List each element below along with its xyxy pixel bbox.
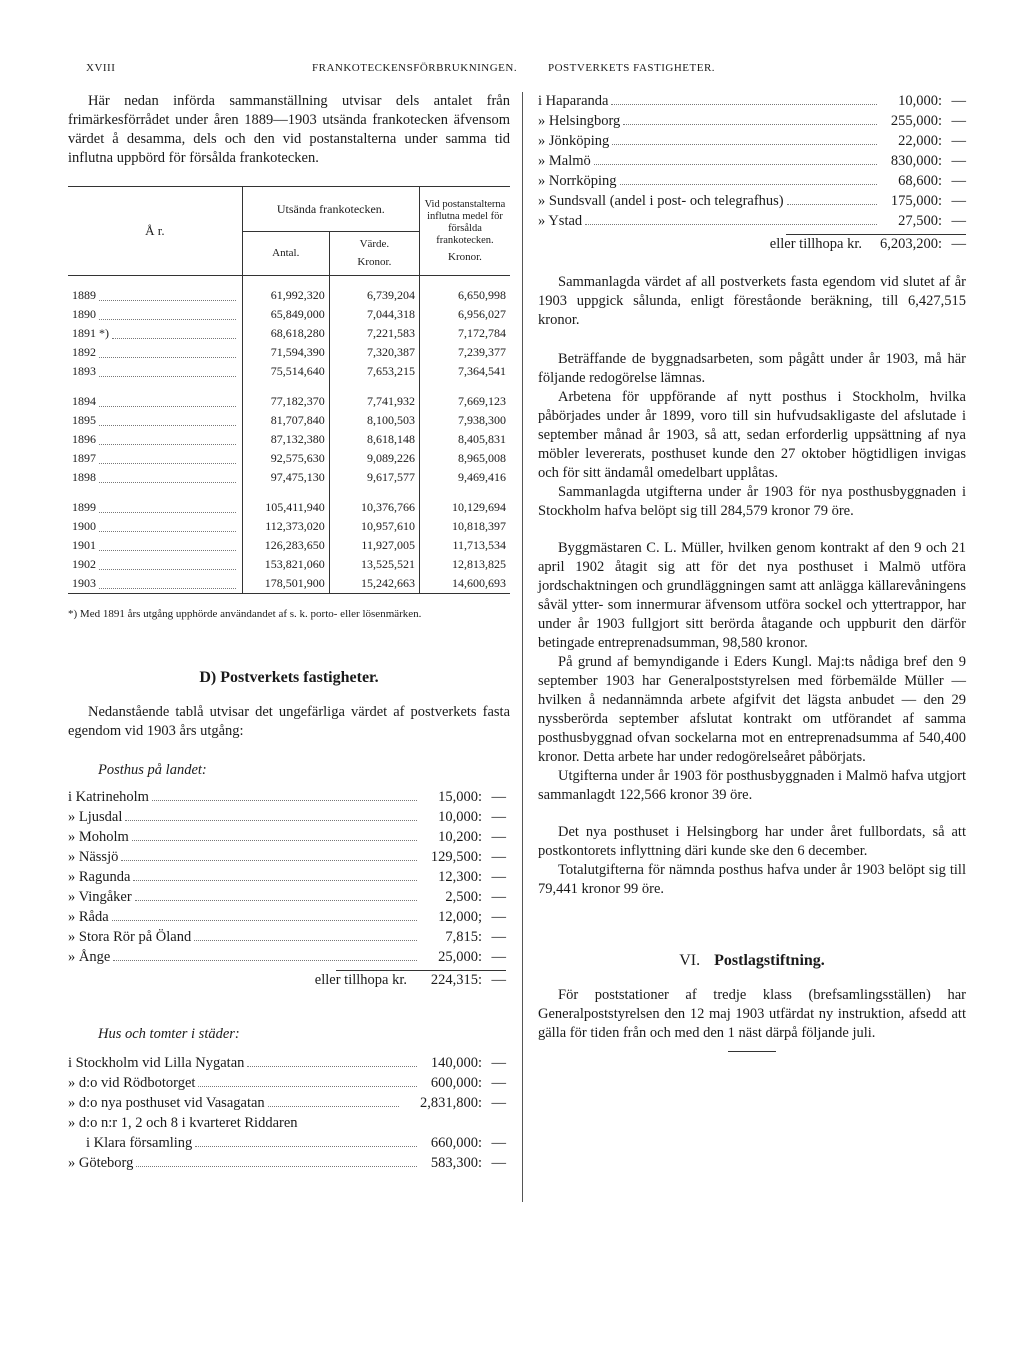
count-cell: 105,411,940 <box>242 487 329 517</box>
year-cell <box>68 430 242 449</box>
list-item <box>68 808 506 828</box>
list-item-value: 7,815: <box>445 929 482 945</box>
list-item-value: 25,000: <box>438 949 482 965</box>
cities-total-value: 6,203,200: <box>879 236 942 252</box>
revenue-cell: 8,965,008 <box>458 451 506 465</box>
count-cell: 153,821,060 <box>242 555 329 574</box>
count-cell: 126,283,650 <box>242 536 329 555</box>
list-item-name: » Sundsvall (andel i post- och telegrafhus) <box>538 193 784 209</box>
year-label: 1898 <box>72 470 96 484</box>
year-label: 1903 <box>72 576 96 590</box>
count-cell: 65,849,000 <box>242 305 329 324</box>
list-item-dash: — <box>491 909 506 925</box>
col-header-revenue-unit: Kronor. <box>448 250 482 263</box>
list-item-name: » Göteborg <box>68 1155 134 1171</box>
cities-total-label: eller tillhopa kr. <box>769 236 862 252</box>
year-cell <box>68 411 242 430</box>
list-item <box>68 1054 506 1074</box>
list-item-value: 830,000: <box>890 153 942 169</box>
list-item-dash: — <box>951 133 966 149</box>
list-item-name: » Ystad <box>538 213 583 229</box>
list-item-name: » d:o nya posthuset vid Vasagatan <box>68 1095 265 1111</box>
revenue-cell: 7,172,784 <box>458 326 506 340</box>
paragraph-helsingborg: Det nya posthuset i Helsingborg har under året fullbordats, så att postkontorets inflyttning däri kunde ske den 6 december. <box>538 824 966 859</box>
list-item-value: 68,600: <box>898 173 942 189</box>
list-item <box>68 1134 506 1154</box>
revenue-cell: 12,813,825 <box>452 557 506 571</box>
table-row <box>68 275 510 305</box>
paragraph-construction-intro: Beträffande de byggnadsarbeten, som pågått under år 1903, må här följande redogörelse lämnas. <box>538 351 966 386</box>
list-item-name: » Nässjö <box>68 849 119 865</box>
year-cell <box>68 517 242 536</box>
list-item-dash: — <box>491 949 506 965</box>
paragraph-helsingborg-costs: Totalutgifterna för nämnda posthus hafva under år 1903 belöpt sig till 79,441 kronor 99 öre. <box>538 862 966 897</box>
value-cell: 8,618,148 <box>329 430 419 449</box>
table-row <box>68 536 510 555</box>
list-item-value: 12,000; <box>438 909 482 925</box>
count-cell: 92,575,630 <box>242 449 329 468</box>
col-header-value-text: Värde. <box>359 238 390 250</box>
paragraph-malmo-contract: Byggmästaren C. L. Müller, hvilken genom kontrakt af den 9 och 21 april 1902 åtagit sig att för det nya posthuset i Malmö utföra jordschaktningen och grundläggningen samt att anlägga källarevåningens såväl ytter- som innermurar äfvensom utföra sockel och yttertrappor, har under år 1903 fullgjort sitt berörda åtagande och uppburit den därför betingade entreprenadsumman, 98,580 kronor. <box>538 540 966 651</box>
year-label: 1902 <box>72 557 96 571</box>
list-item <box>538 112 966 132</box>
list-item-dash: — <box>951 93 966 109</box>
list-item-value: 660,000: <box>430 1135 482 1151</box>
running-title-right: POSTVERKETS FASTIGHETER. <box>548 62 716 74</box>
list-item <box>68 888 506 908</box>
count-cell: 77,182,370 <box>242 381 329 411</box>
table-row <box>68 487 510 517</box>
col-header-year: Å r. <box>68 187 242 275</box>
list-item-value: 10,000: <box>438 809 482 825</box>
list-item <box>68 1074 506 1094</box>
section-d-intro: Nedanstående tablå utvisar det ungefärliga värdet af postverkets fasta egendom vid 1903 års utgång: <box>68 704 510 739</box>
count-cell: 97,475,130 <box>242 468 329 487</box>
year-label: 1900 <box>72 519 96 533</box>
year-label: 1901 <box>72 538 96 552</box>
year-cell <box>68 536 242 555</box>
list-item-value: 175,000: <box>890 193 942 209</box>
list-item-name: i Haparanda <box>538 93 609 109</box>
paragraph-malmo-new-contract: På grund af bemyndigande i Eders Kungl. Maj:ts nådiga bref den 9 september 1903 har Generalpoststyrelsen med förbemälde Müller — hvilken å nedannämnda arbete afgifvit det lägsta anbudet — den 29 nyssberörda september afslutat kontrakt om utförandet af samma posthusbyggnad ofvan sockelarna mot en entreprenadsumma af 540,400 kronor. Detta arbete har under redogörelseåret påbörjats. <box>538 654 966 765</box>
year-label: 1897 <box>72 451 96 465</box>
list-item-dash: — <box>491 809 506 825</box>
count-cell: 71,594,390 <box>242 343 329 362</box>
list-item <box>68 788 506 808</box>
table-row <box>68 430 510 449</box>
list-item <box>538 192 966 212</box>
count-cell: 178,501,900 <box>242 574 329 593</box>
year-cell <box>68 324 242 343</box>
list-item-dash: — <box>491 1075 506 1091</box>
revenue-cell: 7,364,541 <box>458 364 506 378</box>
table-row <box>68 343 510 362</box>
stamps-table-wrap <box>68 186 510 594</box>
countryside-total-label: eller tillhopa kr. <box>314 972 407 988</box>
value-cell: 15,242,663 <box>329 574 419 593</box>
list-item-dash: — <box>951 113 966 129</box>
year-cell <box>68 487 242 517</box>
year-label: 1893 <box>72 364 96 378</box>
table-row <box>68 411 510 430</box>
count-cell: 61,992,320 <box>242 275 329 305</box>
list-item-value: 140,000: <box>430 1055 482 1071</box>
list-item <box>68 868 506 888</box>
revenue-cell: 8,405,831 <box>458 432 506 446</box>
table-row <box>68 381 510 411</box>
paragraph-postlagstiftning: För poststationer af tredje klass (brefsamlingsställen) har Generalpoststyrelsen den 12 maj 1903 utfärdat ny instruktion, afsedd att gälla för tiden från och med den 1 näst därpå följande juli. <box>538 987 966 1041</box>
year-label: 1899 <box>72 500 96 514</box>
list-item-name: i Katrineholm <box>68 789 149 805</box>
table-footnote: *) Med 1891 års utgång upphörde användandet af s. k. porto- eller lösenmärken. <box>68 608 422 620</box>
list-item <box>538 172 966 192</box>
list-item-dash: — <box>491 1055 506 1071</box>
revenue-cell: 6,956,027 <box>458 307 506 321</box>
section-vi-heading: Postlagstiftning. <box>714 952 825 969</box>
list-item-name: » d:o vid Rödbotorget <box>68 1075 196 1091</box>
list-item-name: i Stockholm vid Lilla Nygatan <box>68 1055 245 1071</box>
col-header-value <box>329 231 419 275</box>
section-d-title: D) Postverkets fastigheter. <box>199 669 379 686</box>
list-item <box>68 848 506 868</box>
list-item-dash: — <box>491 869 506 885</box>
list-item-dash: — <box>951 173 966 189</box>
value-cell: 7,653,215 <box>329 362 419 381</box>
value-cell: 7,741,932 <box>329 381 419 411</box>
running-title-left: FRANKOTECKENSFÖRBRUKNINGEN. <box>312 62 518 74</box>
list-item-value: 10,200: <box>438 829 482 845</box>
year-label: 1892 <box>72 345 96 359</box>
year-label: 1894 <box>72 394 96 408</box>
count-cell: 112,373,020 <box>242 517 329 536</box>
value-cell: 11,927,005 <box>329 536 419 555</box>
table-row <box>68 324 510 343</box>
section-vi-number: VI. <box>679 952 701 969</box>
list-item-name: » Jönköping <box>538 133 610 149</box>
count-cell: 68,618,280 <box>242 324 329 343</box>
page-number: XVIII <box>86 62 116 74</box>
list-item <box>68 1094 506 1114</box>
list-item-name: » Ånge <box>68 949 111 965</box>
count-cell: 87,132,380 <box>242 430 329 449</box>
countryside-total <box>68 971 506 991</box>
list-item-dash: — <box>491 889 506 905</box>
list-item <box>68 828 506 848</box>
countryside-list <box>68 788 506 968</box>
list-item-dash: — <box>491 829 506 845</box>
list-item-dash: — <box>491 789 506 805</box>
revenue-cell: 10,129,694 <box>452 500 506 514</box>
list-item-name: » d:o n:r 1, 2 och 8 i kvarteret Riddaren <box>68 1115 298 1131</box>
year-cell <box>68 381 242 411</box>
revenue-cell: 6,650,998 <box>458 288 506 302</box>
revenue-cell: 7,938,300 <box>458 413 506 427</box>
paragraph-stockholm-costs: Sammanlagda utgifterna under år 1903 för nya posthusbyggnaden i Stockholm hafva belöpt sig till 284,579 kronor 79 öre. <box>538 484 966 519</box>
table-row <box>68 517 510 536</box>
list-item-value: 10,000: <box>898 93 942 109</box>
list-item <box>538 212 966 232</box>
list-item-value: 12,300: <box>438 869 482 885</box>
year-cell <box>68 468 242 487</box>
value-cell: 9,089,226 <box>329 449 419 468</box>
year-cell <box>68 555 242 574</box>
list-item-dash: — <box>491 849 506 865</box>
cities-total-dash: — <box>951 236 966 252</box>
revenue-cell: 10,818,397 <box>452 519 506 533</box>
col-header-value-unit: Kronor. <box>357 256 392 268</box>
list-item-value: 255,000: <box>890 113 942 129</box>
revenue-cell: 9,469,416 <box>458 470 506 484</box>
right-column <box>538 92 966 1052</box>
list-item-name: » Stora Rör på Öland <box>68 929 192 945</box>
list-item-name: » Malmö <box>538 153 591 169</box>
table-row <box>68 362 510 381</box>
value-cell: 9,617,577 <box>329 468 419 487</box>
stamps-table <box>68 187 510 593</box>
col-header-revenue-text: Vid postanstalterna influtna medel för försålda frankotecken. <box>424 198 506 246</box>
year-label: 1895 <box>72 413 96 427</box>
list-item-name: i Klara församling <box>86 1135 193 1151</box>
col-header-count: Antal. <box>242 231 329 275</box>
table-row <box>68 555 510 574</box>
left-column <box>68 92 510 1174</box>
list-item-value: 600,000: <box>430 1075 482 1091</box>
value-cell: 8,100,503 <box>329 411 419 430</box>
list-item-name: » Norrköping <box>538 173 617 189</box>
list-item <box>68 1154 506 1174</box>
list-item-dash: — <box>951 193 966 209</box>
list-item-dash: — <box>491 929 506 945</box>
countryside-total-value: 224,315: <box>430 972 482 988</box>
year-cell <box>68 574 242 593</box>
year-label: 1891 *) <box>72 326 109 340</box>
list-item <box>68 928 506 948</box>
col-header-revenue <box>419 187 510 275</box>
list-item-value: 15,000: <box>438 789 482 805</box>
year-cell <box>68 275 242 305</box>
list-item-name: » Helsingborg <box>538 113 621 129</box>
value-cell: 7,320,387 <box>329 343 419 362</box>
revenue-cell: 14,600,693 <box>452 576 506 590</box>
revenue-cell: 11,713,534 <box>452 538 506 552</box>
paragraph-malmo-costs: Utgifterna under år 1903 för posthusbyggnaden i Malmö hafva utgjort sammanlagdt 122,566 kronor 39 öre. <box>538 768 966 803</box>
revenue-cell: 7,239,377 <box>458 345 506 359</box>
list-item-value: 22,000: <box>898 133 942 149</box>
intro-paragraph: Här nedan införda sammanställning utvisar dels antalet från frimärkesförrådet under åren 1889—1903 utsända frankotecken äfvensom värdet å desamma, dels och den vid postanstalterna under samma tid influtna uppbörd för försålda frankotecken. <box>68 93 510 166</box>
list-item-value: 583,300: <box>430 1155 482 1171</box>
table-row <box>68 574 510 593</box>
list-item-dash: — <box>491 1155 506 1171</box>
count-cell: 81,707,840 <box>242 411 329 430</box>
list-item-name: » Vingåker <box>68 889 132 905</box>
list-item-name: » Ragunda <box>68 869 131 885</box>
revenue-cell: 7,669,123 <box>458 394 506 408</box>
cities-cont-list <box>538 92 966 232</box>
list-item <box>68 908 506 928</box>
list-item-name: » Ljusdal <box>68 809 123 825</box>
value-cell: 13,525,521 <box>329 555 419 574</box>
list-item-value: 129,500: <box>430 849 482 865</box>
column-divider <box>522 92 523 1202</box>
list-item-name: » Moholm <box>68 829 129 845</box>
year-cell <box>68 449 242 468</box>
countryside-total-dash: — <box>491 972 506 988</box>
list-item <box>68 948 506 968</box>
table-row <box>68 468 510 487</box>
value-cell: 6,739,204 <box>329 275 419 305</box>
cities-heading: Hus och tomter i städer: <box>98 1026 240 1042</box>
year-label: 1890 <box>72 307 96 321</box>
list-item <box>538 152 966 172</box>
countryside-heading: Posthus på landet: <box>98 762 207 778</box>
count-cell: 75,514,640 <box>242 362 329 381</box>
cities-total <box>538 235 966 255</box>
year-cell <box>68 343 242 362</box>
value-cell: 7,044,318 <box>329 305 419 324</box>
year-cell <box>68 362 242 381</box>
list-item <box>538 132 966 152</box>
col-header-sent: Utsända frankotecken. <box>242 187 419 231</box>
list-item-name: » Råda <box>68 909 109 925</box>
year-label: 1896 <box>72 432 96 446</box>
section-vi-title <box>538 951 966 970</box>
value-cell: 7,221,583 <box>329 324 419 343</box>
paragraph-stockholm-works: Arbetena för uppförande af nytt posthus i Stockholm, hvilka påbörjades under år 1899, voro till sin hufvudsakligaste del afslutade i september månad år 1903, så att, sedan erforderlig uppsättning af nya möbler levererats, posthuset kunde den 27 oktober högtidligen invigas och för sitt ändamål omedelbart upplåtas. <box>538 389 966 481</box>
list-item-dash: — <box>491 1095 506 1111</box>
stamps-table-body <box>68 275 510 593</box>
year-label: 1889 <box>72 288 96 302</box>
value-cell: 10,376,766 <box>329 487 419 517</box>
table-row <box>68 449 510 468</box>
list-item-dash: — <box>491 1135 506 1151</box>
list-item <box>538 92 966 112</box>
year-cell <box>68 305 242 324</box>
list-item-dash: — <box>951 153 966 169</box>
value-cell: 10,957,610 <box>329 517 419 536</box>
end-rule <box>728 1051 776 1052</box>
table-row <box>68 305 510 324</box>
list-item-value: 2,831,800: <box>419 1095 482 1111</box>
paragraph-total-property: Sammanlagda värdet af all postverkets fasta egendom vid slutet af år 1903 uppgick sålunda, enligt föreståonde beräkning, till 6,427,515 kronor. <box>538 274 966 328</box>
list-item-dash: — <box>951 213 966 229</box>
list-item-value: 27,500: <box>898 213 942 229</box>
list-item-value: 2,500: <box>445 889 482 905</box>
list-item <box>68 1114 506 1134</box>
cities-list <box>68 1054 506 1174</box>
